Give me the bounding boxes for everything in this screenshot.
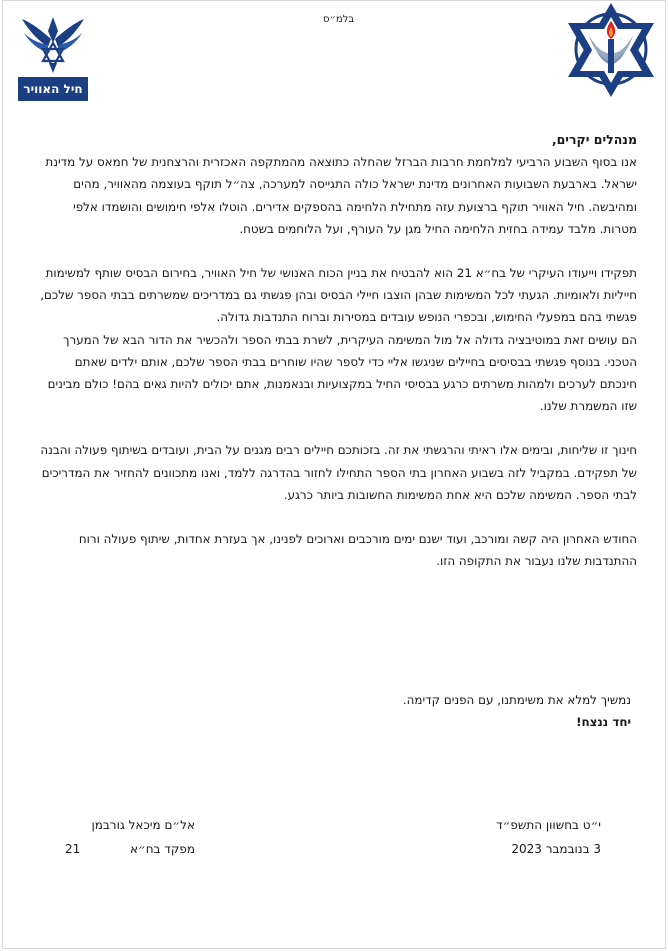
closing-slogan: יחד ננצח! xyxy=(576,715,631,729)
classification-label: בלמ״ס xyxy=(323,14,355,25)
paragraph-5: החודש האחרון היה קשה ומורכב, ועוד ישנם ימים מורכבים וארוכים לפנינו, אך בעזרת אחדות, שיתוף פעולה ורוח ההתנדבות שלנו נעבור את התקופה הזו. xyxy=(78,532,637,569)
signer-role xyxy=(65,837,195,861)
closing-block xyxy=(403,689,631,733)
star-of-david-torch-emblem-icon xyxy=(559,1,663,101)
paragraph-3: הם עושים זאת במוטיבציה גדולה אל מול המשימה העיקרית, לשרת בבתי הספר ולהכשיר את הדור הבא של המערך הטכני. בנוסף פגשתי בבסיסים בחיילים שניגשו אליי כדי לספר שהיו שוחרים בבתי הספר שלכם, אותם ילדים שאתם חינכתם לערכים ולמהות משרתים כרגע בבסיסי החיל במקצועיות ובנאמנות, אתם יכולים להיות גאים בהם! כולם מבינים שזו המשמרת שלנו. xyxy=(47,332,637,414)
paragraph-2: תפקידו וייעודו העיקרי של בח״א 21 הוא להבטיח את בניין הכוח האנושי של חיל האוויר, בחירום הבסיס שותף למשימות חייליות ולאומיות. הגעתי לכל המשימות שבהן הוצבו חיילי הבסיס ובהן פגשתי גם במדריכים שמשרתים בבתי הספר שלכם, פגשתי בהם במפעלי החימוש, ובכפרי הנופש עובדים במסירות וברוח התנדבות גדולה. xyxy=(40,266,637,325)
signer-role-title: מפקד בח״א xyxy=(129,842,195,856)
paragraph-1: אנו בסוף השבוע הרביעי למלחמת חרבות הברזל שהחלה כתוצאה מהמתקפה האכזרית והרצחנית של חמאס על מדינת ישראל. בארבעת השבועות האחרונים מדינת ישראל כולה התגייסה למערכה, צה״ל תוקף בעוצמה מהאוויר, מהים ומהיבשה. חיל האוויר תוקף ברצועת עזה מתחילת הלחימה בהספקים אדירים. הוטלו אלפי חימושים והושמדו אלפי מטרות. מלבד עמידה בחזית הלחימה החיל מגן על העורף, ועל הלוחמים בשטח. xyxy=(45,155,637,236)
signer-role-number: 21 xyxy=(65,842,81,856)
greeting: מנהלים יקרים, xyxy=(551,132,637,147)
air-force-label: חיל האוויר xyxy=(18,77,88,101)
letter-body xyxy=(37,129,637,572)
air-force-wings-emblem-icon xyxy=(18,13,90,101)
signer-name: אל״ם מיכאל גורבמן xyxy=(91,818,195,832)
closing-line: נמשיך למלא את משימתנו, עם הפנים קדימה. xyxy=(402,693,631,707)
gregorian-date: 3 בנובמבר 2023 xyxy=(511,842,601,856)
letter-page xyxy=(2,0,666,949)
hebrew-date: י״ט בחשוון התשפ״ד xyxy=(496,818,601,832)
paragraph-4: חינוך זו שליחות, ובימים אלו ראיתי והרגשתי את זה. בזכותכם חיילים רבים מגנים על הבית, ועובדים בשיתוף פעולה והבנה של תפקידם. במקביל לזה בשבוע האחרון בתי הספר התחילו לחזור בהדרגה ללמד, ואנו מתכוונים להחזיר את המדריכים לבתי הספר. המשימה שלכם היא אחת המשימות החשובות ביותר כרגע. xyxy=(40,443,637,502)
